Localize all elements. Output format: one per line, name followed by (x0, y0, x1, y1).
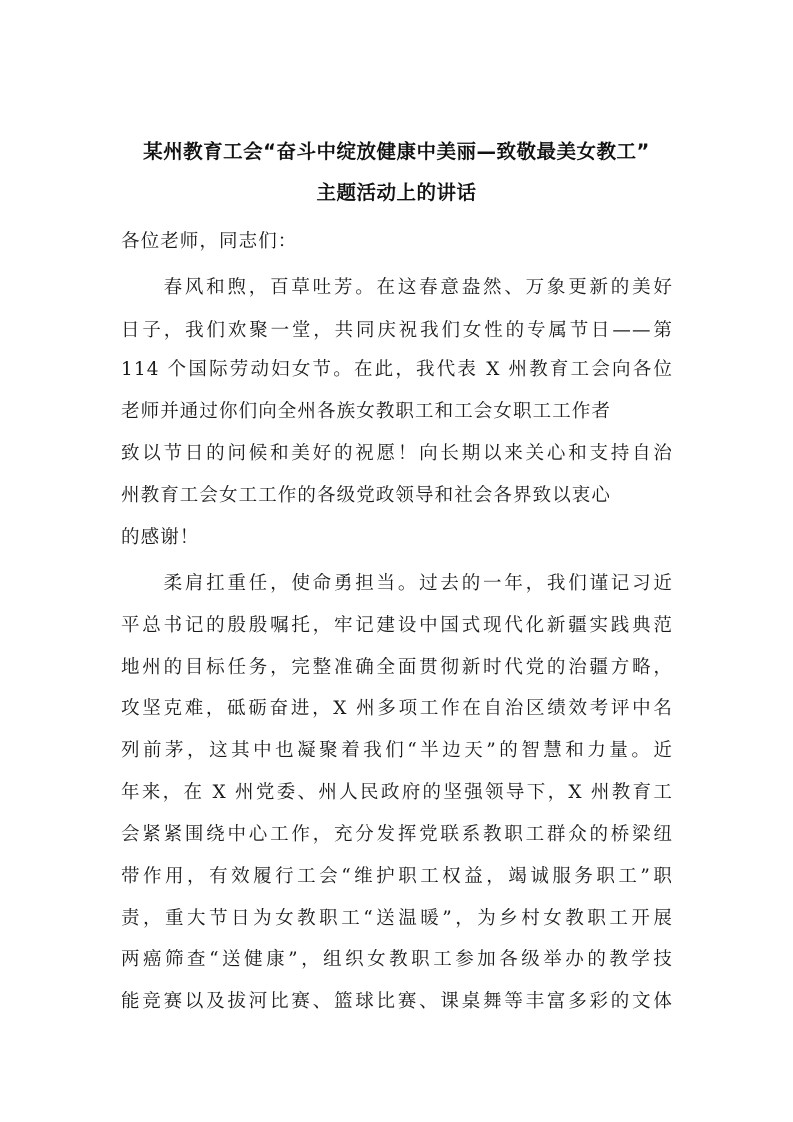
paragraph-1-line: 春风和煦，百草吐芳。在这春意盎然、万象更新的美好 (121, 277, 673, 298)
paragraph-2-line: 会紧紧围绕中心工作，充分发挥党联系教职工群众的桥梁纽 (121, 824, 673, 845)
paragraph-2-line: 攻坚克难，砥砺奋进，X 州多项工作在自治区绩效考评中名 (121, 698, 673, 719)
paragraph-2-line: 带作用，有效履行工会“维护职工权益，竭诚服务职工”职 (121, 866, 673, 887)
document-title-line-1: 某州教育工会“奋斗中绽放健康中美丽—致敬最美女教工” (143, 140, 650, 163)
paragraph-2-line: 年来，在 X 州党委、州人民政府的坚强领导下，X 州教育工 (121, 782, 673, 803)
paragraph-2-line: 地州的目标任务，完整准确全面贯彻新时代党的治疆方略， (121, 657, 673, 678)
document-title-line-2: 主题活动上的讲话 (316, 181, 477, 204)
paragraph-1-line: 的感谢！ (121, 527, 200, 548)
paragraph-2-line: 两癌筛查“送健康”，组织女教职工参加各级举办的教学技 (121, 949, 673, 970)
paragraph-1-line: 114 个国际劳动妇女节。在此，我代表 X 州教育工会向各位 (121, 359, 673, 380)
paragraph-2-line: 能竞赛以及拔河比赛、篮球比赛、课桌舞等丰富多彩的文体 (121, 991, 673, 1012)
paragraph-1-line: 致以节日的问候和美好的祝愿！向长期以来关心和支持自治 (121, 443, 673, 464)
paragraph-2-line: 平总书记的殷殷嘱托，牢记建设中国式现代化新疆实践典范 (121, 615, 673, 636)
salutation: 各位老师，同志们： (121, 231, 298, 252)
paragraph-1-line: 老师并通过你们向全州各族女教职工和工会女职工工作者 (121, 401, 612, 422)
paragraph-1-line: 州教育工会女工工作的各级党政领导和社会各界致以衷心 (121, 485, 612, 506)
paragraph-1-line: 日子，我们欢聚一堂，共同庆祝我们女性的专属节日——第 (121, 320, 673, 341)
paragraph-2-line: 柔肩扛重任，使命勇担当。过去的一年，我们谨记习近 (121, 573, 673, 594)
paragraph-2-line: 列前茅，这其中也凝聚着我们“半边天”的智慧和力量。近 (121, 740, 673, 761)
paragraph-2-line: 责，重大节日为女教职工“送温暖”，为乡村女教职工开展 (121, 908, 673, 929)
